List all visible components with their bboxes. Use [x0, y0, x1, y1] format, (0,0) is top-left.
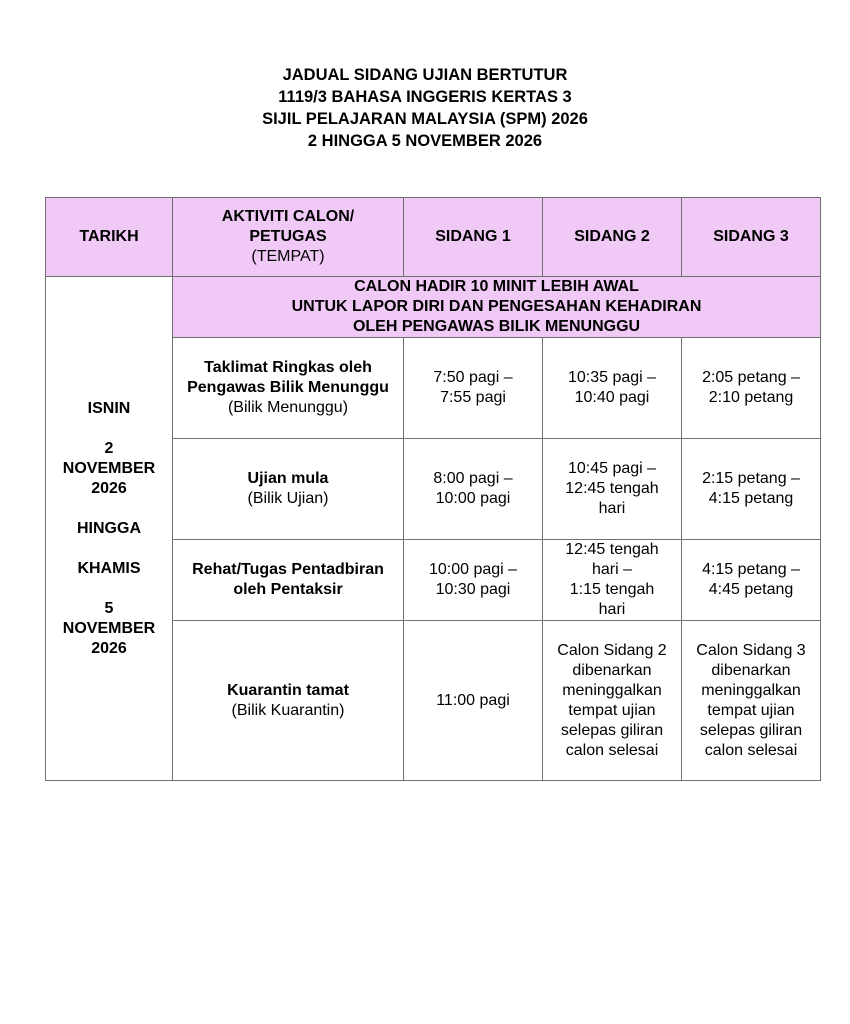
header-sidang-1: SIDANG 1 — [404, 198, 543, 277]
note-line: calon selesai — [704, 741, 798, 759]
time-line: 12:45 tengah — [565, 541, 659, 558]
activity-line-1: Rehat/Tugas Pentadbiran — [192, 561, 384, 578]
sidang-1-cell — [404, 540, 543, 621]
note-line: selepas giliran — [560, 721, 664, 739]
note-line: selepas giliran — [699, 721, 803, 739]
date-year-start: 2026 — [91, 479, 127, 497]
sidang-1-cell — [404, 621, 543, 781]
note-line: tempat ujian — [707, 701, 795, 719]
activity-line-1: Ujian mula — [247, 470, 329, 487]
notice-line-3: OLEH PENGAWAS BILIK MENUNGGU — [352, 318, 641, 335]
notice-line-2: UNTUK LAPOR DIRI DAN PENGESAHAN KEHADIRAN — [291, 298, 702, 315]
activity-place: (Bilik Menunggu) — [227, 399, 349, 416]
schedule-table — [45, 197, 821, 781]
note-line: dibenarkan — [711, 661, 791, 679]
activity-line-2: Pengawas Bilik Menunggu — [187, 379, 389, 396]
activity-line-1: Taklimat Ringkas oleh — [204, 359, 372, 376]
activity-cell — [173, 621, 404, 781]
sidang-3-cell — [682, 439, 821, 540]
date-day-start: ISNIN — [87, 399, 131, 417]
time-line: 10:35 pagi – — [567, 369, 657, 386]
time-line: 2:15 petang – — [702, 470, 800, 487]
time-line: 10:00 pagi — [435, 490, 511, 507]
header-aktiviti-line-2: PETUGAS — [249, 228, 327, 245]
sidang-2-cell — [543, 338, 682, 439]
header-row — [46, 198, 821, 277]
sidang-1-cell — [404, 338, 543, 439]
sidang-3-cell — [682, 540, 821, 621]
note-line: tempat ujian — [568, 701, 656, 719]
time-line: 11:00 pagi — [436, 691, 510, 709]
header-sidang-2: SIDANG 2 — [543, 198, 682, 277]
date-month-start: NOVEMBER — [62, 459, 156, 477]
date-range-cell — [46, 277, 173, 781]
note-line: meninggalkan — [562, 681, 662, 699]
header-aktiviti — [173, 198, 404, 277]
activity-place: (Bilik Kuarantin) — [231, 701, 345, 719]
document-title — [0, 64, 850, 152]
notice-line-1: CALON HADIR 10 MINIT LEBIH AWAL — [354, 278, 639, 295]
time-line: 4:15 petang – — [702, 561, 800, 578]
time-line: hari – — [591, 561, 633, 578]
activity-line-2: oleh Pentaksir — [233, 581, 343, 598]
note-line: Calon Sidang 2 — [557, 641, 667, 659]
date-hingga: HINGGA — [77, 519, 141, 537]
sidang-1-cell — [404, 439, 543, 540]
sidang-3-cell — [682, 338, 821, 439]
activity-cell — [173, 540, 404, 621]
time-line: 7:50 pagi – — [433, 369, 513, 386]
note-line: meninggalkan — [701, 681, 801, 699]
note-line: calon selesai — [565, 741, 659, 759]
date-num-end: 5 — [104, 599, 114, 617]
time-line: 4:15 petang — [708, 490, 794, 507]
title-line-2: 1119/3 BAHASA INGGERIS KERTAS 3 — [278, 88, 572, 106]
activity-cell — [173, 338, 404, 439]
activity-line-1: Kuarantin tamat — [227, 681, 349, 699]
time-line: 2:10 petang — [708, 389, 794, 406]
header-sidang-3: SIDANG 3 — [682, 198, 821, 277]
sidang-2-cell — [543, 540, 682, 621]
title-line-4: 2 HINGGA 5 NOVEMBER 2026 — [307, 132, 543, 150]
sidang-2-cell — [543, 621, 682, 781]
time-line: 10:45 pagi – — [567, 460, 657, 477]
note-line: Calon Sidang 3 — [696, 641, 806, 659]
time-line: 4:45 petang — [708, 581, 794, 598]
time-line: 10:40 pagi — [574, 389, 650, 406]
title-line-1: JADUAL SIDANG UJIAN BERTUTUR — [282, 66, 568, 84]
time-line: 10:30 pagi — [435, 581, 511, 598]
activity-cell — [173, 439, 404, 540]
date-num-start: 2 — [104, 439, 114, 457]
time-line: hari — [598, 500, 626, 517]
time-line: 8:00 pagi – — [433, 470, 513, 487]
time-line: 12:45 tengah — [565, 480, 659, 497]
time-line: hari — [598, 601, 626, 618]
date-year-end: 2026 — [91, 639, 127, 657]
time-line: 1:15 tengah — [569, 581, 655, 598]
activity-place: (Bilik Ujian) — [247, 490, 329, 507]
title-line-3: SIJIL PELAJARAN MALAYSIA (SPM) 2026 — [262, 110, 588, 128]
note-line: dibenarkan — [572, 661, 652, 679]
time-line: 7:55 pagi — [440, 389, 506, 406]
header-aktiviti-place: (TEMPAT) — [251, 248, 325, 265]
date-day-end: KHAMIS — [77, 559, 141, 577]
header-tarikh: TARIKH — [46, 198, 173, 277]
header-aktiviti-line-1: AKTIVITI CALON/ — [221, 208, 355, 225]
date-month-end: NOVEMBER — [62, 619, 156, 637]
time-line: 2:05 petang – — [702, 369, 800, 386]
notice-row — [46, 277, 821, 338]
sidang-2-cell — [543, 439, 682, 540]
sidang-3-cell — [682, 621, 821, 781]
notice-cell — [173, 277, 821, 338]
time-line: 10:00 pagi – — [428, 561, 518, 578]
